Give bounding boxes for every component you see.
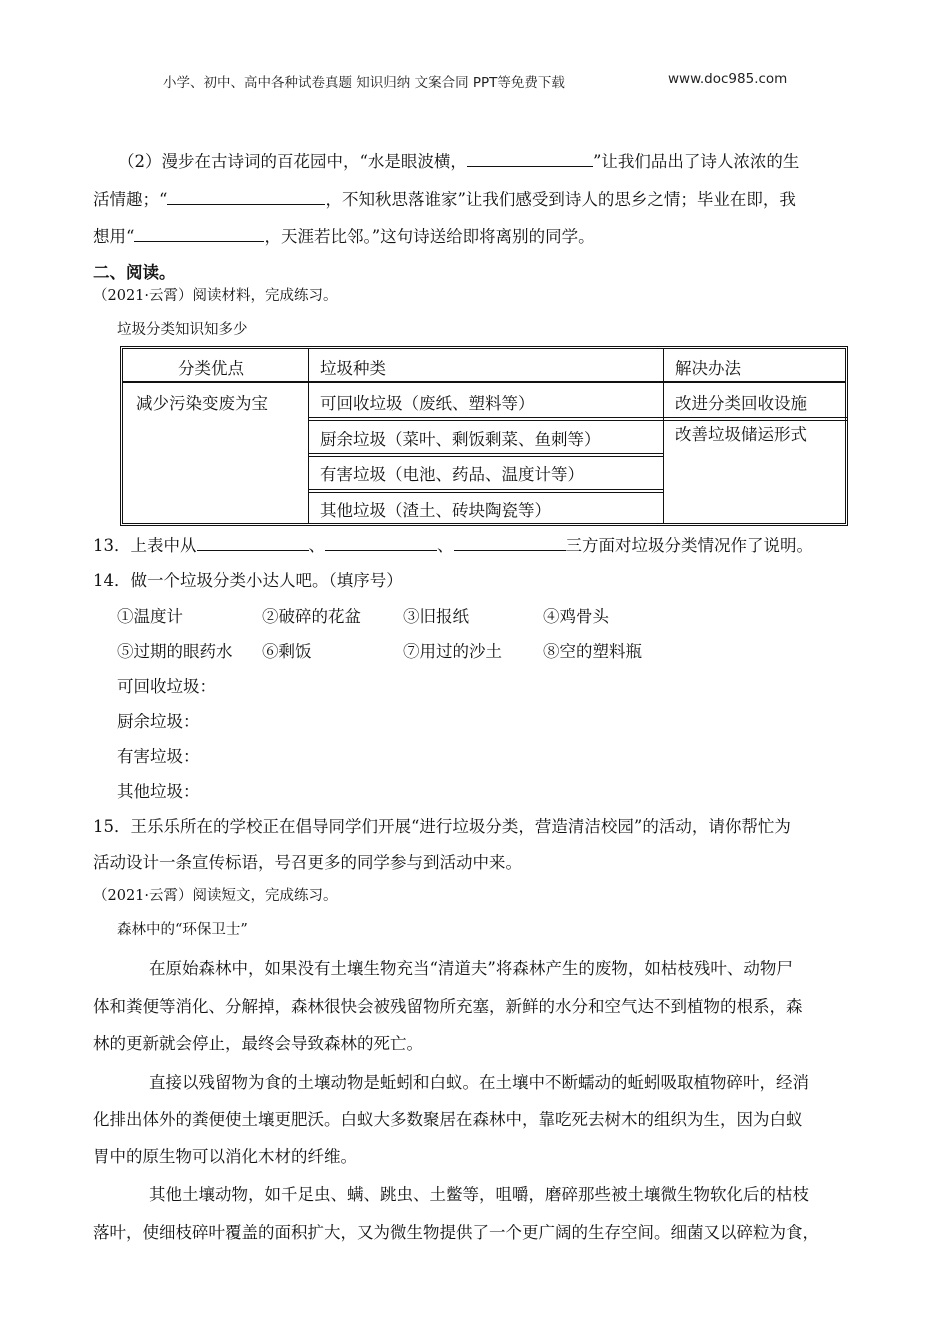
table-cell-type: 其他垃圾（渣土、砖块陶瓷等） <box>320 501 551 520</box>
table-cell-solution: 改善垃圾储运形式 <box>675 425 807 444</box>
category-label: 其他垃圾： <box>117 782 200 801</box>
table-cell-type: 有害垃圾（电池、药品、温度计等） <box>320 465 584 484</box>
table-cell-advantage: 减少污染变废为宝 <box>136 394 268 413</box>
q2-line1: （2）漫步在古诗词的百花园中，“水是眼波横， ”让我们品出了诗人浓浓的生 <box>118 152 800 171</box>
table-header: 分类优点 <box>178 359 244 378</box>
option-item: ⑧空的塑料瓶 <box>543 642 642 661</box>
paragraph-line: 化排出体外的粪便使土壤更肥沃。白蚁大多数聚居在森林中，靠吃死去树木的组织为生，因为白蚁 <box>93 1110 803 1129</box>
paragraph-line: 体和粪便等消化、分解掉，森林很快会被残留物所充塞，新鲜的水分和空气达不到植物的根系，森 <box>93 997 803 1016</box>
header-text: 小学、初中、高中各种试卷真题 知识归纳 文案合同 PPT等免费下载 <box>163 75 565 91</box>
paragraph-line: 胃中的原生物可以消化木材的纤维。 <box>93 1147 357 1166</box>
passage1-title: 垃圾分类知识知多少 <box>117 322 248 338</box>
option-item: ⑥剩饭 <box>262 642 312 661</box>
category-label: 可回收垃圾： <box>117 677 216 696</box>
sorting-table <box>120 346 848 526</box>
passage1-source: （2021·云霄）阅读材料，完成练习。 <box>93 288 338 304</box>
option-item: ⑤过期的眼药水 <box>117 642 233 661</box>
option-item: ③旧报纸 <box>403 607 469 626</box>
q13: 13．上表中从 、 、 三方面对垃圾分类情况作了说明。 <box>93 536 813 555</box>
section-title: 二、阅读。 <box>93 263 176 282</box>
q15-line2: 活动设计一条宣传标语，号召更多的同学参与到活动中来。 <box>93 853 522 872</box>
option-item: ②破碎的花盆 <box>262 607 361 626</box>
answer-blank[interactable] <box>197 535 309 551</box>
paragraph-line: 其他土壤动物，如千足虫、螨、跳虫、土鳖等，咀嚼，磨碎那些被土壤微生物软化后的枯枝 <box>149 1185 809 1204</box>
q2-line3: 想用“ ，天涯若比邻。”这句诗送给即将离别的同学。 <box>93 227 595 246</box>
answer-blank[interactable] <box>134 226 264 242</box>
paragraph-line: 在原始森林中，如果没有土壤生物充当“清道夫”将森林产生的废物，如枯枝残叶、动物尸 <box>149 959 793 978</box>
passage2-title: 森林中的“环保卫士” <box>117 922 248 938</box>
table-cell-type: 厨余垃圾（菜叶、剩饭剩菜、鱼刺等） <box>320 430 601 449</box>
option-item: ④鸡骨头 <box>543 607 609 626</box>
category-label: 厨余垃圾： <box>117 712 200 731</box>
q15-line1: 15．王乐乐所在的学校正在倡导同学们开展“进行垃圾分类，营造清洁校园”的活动，请你帮忙为 <box>93 817 791 836</box>
paragraph-line: 林的更新就会停止，最终会导致森林的死亡。 <box>93 1034 423 1053</box>
table-cell-solution: 改进分类回收设施 <box>675 394 807 413</box>
q2-line2: 活情趣；“ ，不知秋思落谁家”让我们感受到诗人的思乡之情；毕业在即，我 <box>93 190 796 209</box>
paragraph-line: 直接以残留物为食的土壤动物是蚯蚓和白蚁。在土壤中不断蠕动的蚯蚓吸取植物碎叶，经消 <box>149 1073 809 1092</box>
category-label: 有害垃圾： <box>117 747 200 766</box>
option-item: ①温度计 <box>117 607 183 626</box>
table-header: 垃圾种类 <box>320 359 386 378</box>
table-header: 解决办法 <box>675 359 741 378</box>
answer-blank[interactable] <box>467 151 593 167</box>
table-cell-type: 可回收垃圾（废纸、塑料等） <box>320 394 535 413</box>
option-item: ⑦用过的沙土 <box>403 642 502 661</box>
answer-blank[interactable] <box>167 189 325 205</box>
header-url[interactable]: www.doc985.com <box>668 71 788 87</box>
q14-prompt: 14．做一个垃圾分类小达人吧。（填序号） <box>93 571 403 590</box>
passage2-source: （2021·云霄）阅读短文，完成练习。 <box>93 888 338 904</box>
paragraph-line: 落叶，使细枝碎叶覆盖的面积扩大，又为微生物提供了一个更广阔的生存空间。细菌又以碎粒为食， <box>93 1223 819 1242</box>
answer-blank[interactable] <box>454 535 566 551</box>
answer-blank[interactable] <box>325 535 437 551</box>
